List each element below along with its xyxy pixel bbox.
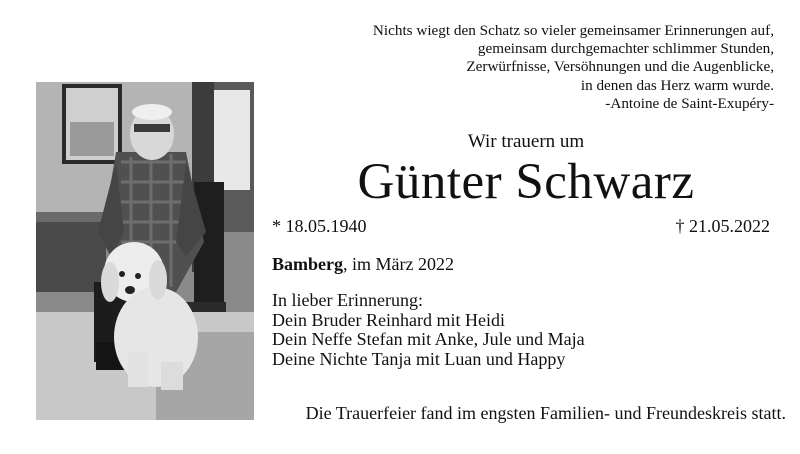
quote-line: Nichts wiegt den Schatz so vieler gemeinsamer Erinnerungen auf,: [372, 22, 774, 39]
mourner-line: Dein Neffe Stefan mit Anke, Jule und Maja: [272, 329, 585, 350]
place-and-date: [272, 253, 454, 275]
quote-line: in denen das Herz warm wurde.: [580, 76, 774, 94]
memorial-quote: [254, 22, 774, 113]
death-date: † 21.05.2022: [675, 216, 770, 236]
birth-date: * 18.05.1940: [272, 216, 367, 236]
quote-author: -Antoine de Saint-Exupéry-: [605, 94, 774, 112]
mourner-line: Dein Bruder Reinhard mit Heidi: [272, 309, 505, 330]
mourners-list: [272, 291, 585, 369]
place-city: Bamberg: [272, 254, 343, 274]
life-dates: [272, 215, 770, 237]
portrait-illustration: [36, 82, 254, 420]
quote-line: Zerwürfnisse, Versöhnungen und die Augenblicke,: [466, 58, 774, 76]
portrait-photo: [36, 82, 254, 420]
mourners-heading: In lieber Erinnerung:: [272, 290, 423, 310]
quote-line: gemeinsam durchgemachter schlimmer Stunden,: [477, 40, 774, 58]
mourning-intro: Wir trauern um: [467, 131, 585, 152]
mourner-line: Deine Nichte Tanja mit Luan und Happy: [272, 348, 566, 369]
funeral-note: Die Trauerfeier fand im engsten Familien- und Freundeskreis statt.: [305, 403, 786, 423]
deceased-name: Günter Schwarz: [357, 154, 695, 210]
place-date: , im März 2022: [343, 254, 454, 274]
